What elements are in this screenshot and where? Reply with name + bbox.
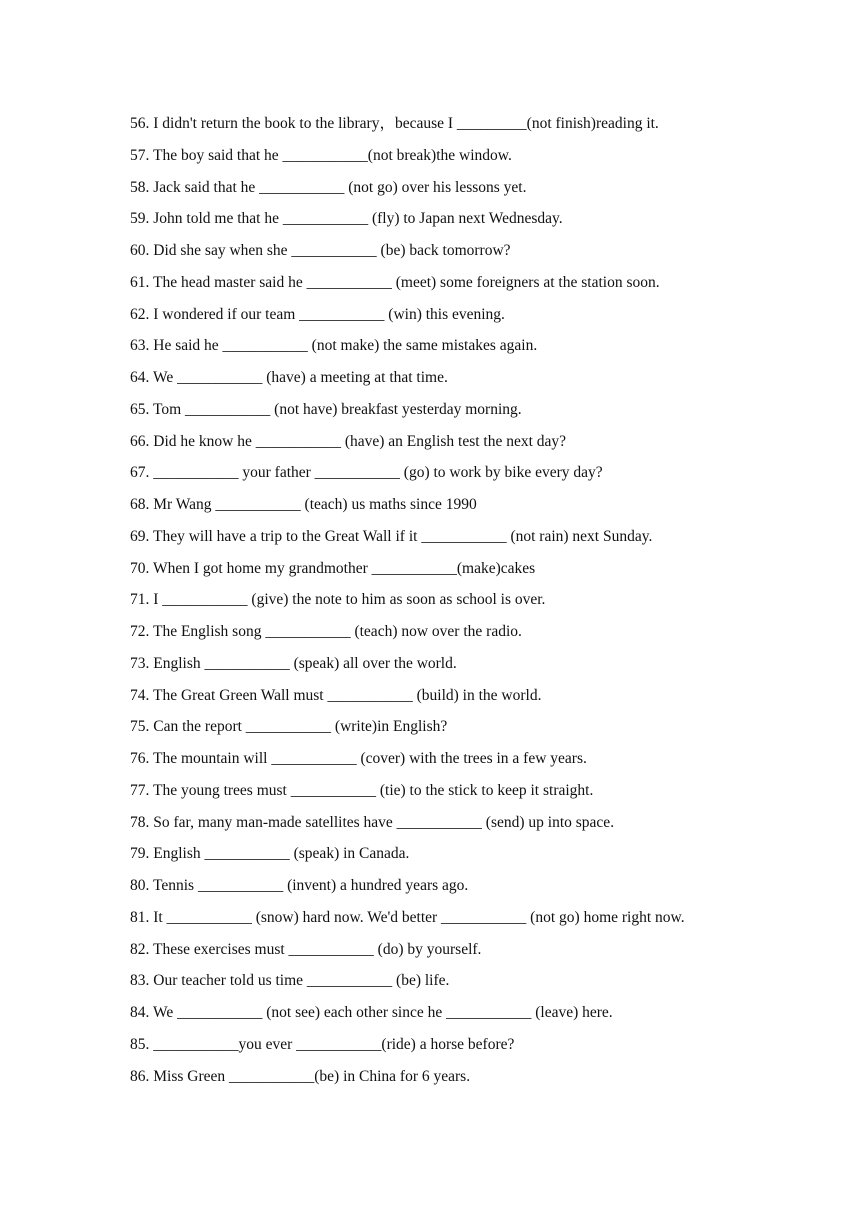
exercise-81: 81. It ___________ (snow) hard now. We'd better ___________ (not go) home right now. xyxy=(130,908,685,926)
exercise-84: 84. We ___________ (not see) each other since he ___________ (leave) here. xyxy=(130,1004,613,1021)
exercise-65: 65. Tom ___________ (not have) breakfast yesterday morning. xyxy=(130,400,522,418)
exercise-66: 66. Did he know he ___________ (have) an English test the next day? xyxy=(130,432,567,450)
exercise-56: 56. I didn't return the book to the library，because I _________(not finish)reading it. xyxy=(130,115,659,132)
exercise-76: 76. The mountain will ___________ (cover) with the trees in a few years. xyxy=(130,750,587,767)
exercise-75: 75. Can the report ___________ (write)in English? xyxy=(130,718,448,736)
exercise-77: 77. The young trees must ___________ (tie) to the stick to keep it straight. xyxy=(130,781,594,799)
exercise-64: 64. We ___________ (have) a meeting at that time. xyxy=(130,369,448,386)
exercise-71: 71. I ___________ (give) the note to him as soon as school is over. xyxy=(130,591,546,609)
exercise-63: 63. He said he ___________ (not make) the same mistakes again. xyxy=(130,337,538,355)
exercise-70: 70. When I got home my grandmother ___________(make)cakes xyxy=(130,559,536,577)
exercise-74: 74. The Great Green Wall must ___________ (build) in the world. xyxy=(130,686,542,704)
exercise-79: 79. English ___________ (speak) in Canada. xyxy=(130,845,410,863)
exercise-86: 86. Miss Green ___________(be) in China for 6 years. xyxy=(130,1067,471,1085)
exercise-69: 69. They will have a trip to the Great Wall if it ___________ (not rain) next Sunday. xyxy=(130,527,653,545)
exercise-57: 57. The boy said that he ___________(not break)the window. xyxy=(130,146,512,164)
exercise-62: 62. I wondered if our team ___________ (win) this evening. xyxy=(130,305,505,323)
exercise-72: 72. The English song ___________ (teach) now over the radio. xyxy=(130,623,522,640)
exercise-85: 85. ___________you ever ___________(ride) a horse before? xyxy=(130,1035,515,1053)
exercise-59: 59. John told me that he ___________ (fly) to Japan next Wednesday. xyxy=(130,210,563,228)
exercise-list xyxy=(130,112,830,1096)
exercise-68: 68. Mr Wang ___________ (teach) us maths since 1990 xyxy=(130,496,477,513)
exercise-61: 61. The head master said he ___________ (meet) some foreigners at the station soon. xyxy=(130,273,660,291)
exercise-67: 67. ___________ your father ___________ (go) to work by bike every day? xyxy=(130,464,603,482)
exercise-73: 73. English ___________ (speak) all over the world. xyxy=(130,654,457,672)
exercise-83: 83. Our teacher told us time ___________ (be) life. xyxy=(130,972,450,990)
exercise-82: 82. These exercises must ___________ (do) by yourself. xyxy=(130,940,482,958)
exercise-60: 60. Did she say when she ___________ (be) back tomorrow? xyxy=(130,242,511,259)
exercise-78: 78. So far, many man-made satellites have ___________ (send) up into space. xyxy=(130,813,615,831)
exercise-58: 58. Jack said that he ___________ (not go) over his lessons yet. xyxy=(130,178,527,196)
exercise-80: 80. Tennis ___________ (invent) a hundred years ago. xyxy=(130,877,469,894)
